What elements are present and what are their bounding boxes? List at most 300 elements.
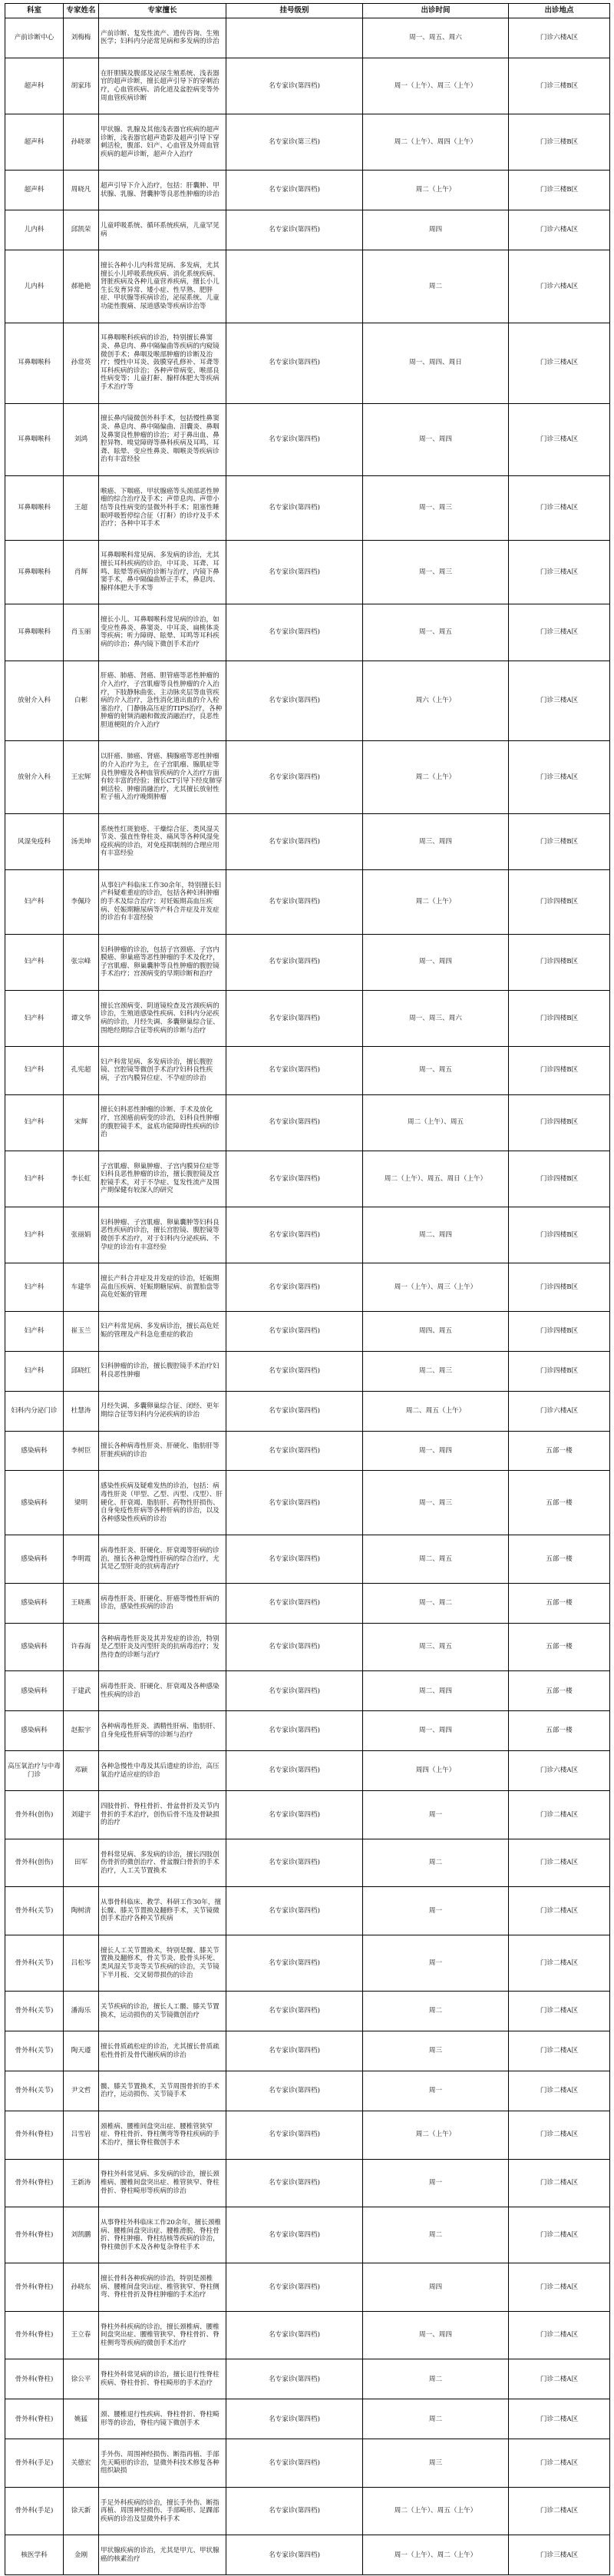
department-cell: 妇产科: [5, 1047, 64, 1095]
clinic-location-cell: 门诊二楼A区: [509, 2263, 610, 2312]
department-cell: 骨外科(脊柱): [5, 2311, 64, 2359]
registration-level-cell: 名专家诊(第四档): [226, 210, 363, 250]
department-cell: 骨外科(脊柱): [5, 2111, 64, 2159]
department-cell: 产前诊断中心: [5, 18, 64, 58]
expert-name-cell: 李长虹: [64, 1151, 99, 1207]
table-row: [5, 540, 610, 604]
clinic-time-cell: 周二、周三: [363, 1351, 509, 1391]
specialty-cell: 擅长人工关节置换术，特别是髋、膝关节置换及翻修术，骨关节炎、股骨头坏死、类风湿关节炎等关节疾病的诊治，关节镜下半月板、交叉韧带损伤的诊治: [99, 1935, 226, 1991]
clinic-location-cell: 门诊四楼B区: [509, 1094, 610, 1151]
expert-name-cell: 陶树清: [64, 1887, 99, 1935]
department-cell: 妇产科: [5, 1351, 64, 1391]
clinic-time-cell: 周一、周五: [363, 604, 509, 661]
expert-schedule-table: [5, 3, 610, 2575]
table-row: [5, 1094, 610, 1151]
clinic-location-cell: 五部一楼: [509, 1583, 610, 1623]
clinic-location-cell: 门诊四楼B区: [509, 1351, 610, 1391]
department-cell: 感染病科: [5, 1431, 64, 1471]
table-row: [5, 1623, 610, 1671]
clinic-time-cell: 周二（上午）、周五（上午）: [363, 2487, 509, 2535]
registration-level-cell: 名专家诊(第四档): [226, 1535, 363, 1584]
registration-level-cell: 名专家诊(第四档): [226, 2207, 363, 2263]
specialty-cell: 耳鼻咽喉科常见病、多发病的诊治，尤其擅长耳科疾病的诊治，中耳炎、耳聋、耳鸣、眩晕等疾病的诊断与治疗，内镜下鼻窦手术，鼻中隔偏曲矫正手术，鼻息肉、腺样体肥大手术等: [99, 540, 226, 604]
expert-name-cell: 张宗峰: [64, 934, 99, 990]
clinic-time-cell: 周一、周四、周日: [363, 323, 509, 403]
clinic-location-cell: 门诊四楼B区: [509, 1151, 610, 1207]
expert-name-cell: 谭文华: [64, 990, 99, 1046]
department-cell: 妇产科: [5, 1311, 64, 1351]
expert-name-cell: 吕松岑: [64, 1935, 99, 1991]
clinic-time-cell: 周二、周四: [363, 1671, 509, 1711]
expert-name-cell: 王新涛: [64, 2159, 99, 2207]
specialty-cell: 脊柱外科疾病的诊治，擅长颈椎病、腰椎间盘突出症、腰椎管狭窄、脊柱骨折、脊柱侧弯等疾病的微创手术治疗: [99, 2311, 226, 2359]
registration-level-cell: 名专家诊(第四档): [226, 1791, 363, 1839]
expert-name-cell: 王晓燕: [64, 1583, 99, 1623]
clinic-location-cell: 门诊二楼A区: [509, 2399, 610, 2439]
clinic-time-cell: 周一: [363, 1935, 509, 1991]
registration-level-cell: 名专家诊(第四档): [226, 869, 363, 934]
department-cell: 骨外科(创伤): [5, 1839, 64, 1887]
registration-level-cell: 名专家诊(第四档): [226, 990, 363, 1046]
table-row: [5, 1711, 610, 1751]
specialty-cell: 病毒性肝炎、肝硬化、肝癌等慢性肝病的诊治，感染性疾病的诊治: [99, 1583, 226, 1623]
clinic-time-cell: 周一: [363, 2159, 509, 2207]
registration-level-cell: [226, 18, 363, 58]
department-cell: 骨外科(关节): [5, 2031, 64, 2071]
clinic-location-cell: 门诊二楼A区: [509, 2111, 610, 2159]
clinic-time-cell: 周二、周五（上午）: [363, 1391, 509, 1431]
expert-name-cell: 金刚: [64, 2535, 99, 2575]
registration-level-cell: 名专家诊(第四档): [226, 58, 363, 114]
registration-level-cell: [226, 250, 363, 323]
expert-name-cell: 尹文哲: [64, 2071, 99, 2111]
table-body: [5, 18, 610, 2575]
registration-level-cell: 名专家诊(第四档): [226, 2031, 363, 2071]
clinic-location-cell: 五部一楼: [509, 1535, 610, 1584]
department-cell: 妇产科: [5, 1263, 64, 1312]
clinic-location-cell: 门诊二楼A区: [509, 2439, 610, 2488]
table-row: [5, 661, 610, 741]
table-row: [5, 171, 610, 210]
expert-name-cell: 李明霞: [64, 1535, 99, 1584]
table-row: [5, 2311, 610, 2359]
clinic-time-cell: 周二: [363, 2207, 509, 2263]
clinic-time-cell: 周一、周五: [363, 1047, 509, 1095]
table-row: [5, 1351, 610, 1391]
registration-level-cell: 名专家诊(第四档): [226, 1839, 363, 1887]
clinic-location-cell: 门诊三楼A区: [509, 323, 610, 403]
department-cell: 高压氧治疗与中毒门诊: [5, 1751, 64, 1791]
clinic-location-cell: 门诊六楼A区: [509, 250, 610, 323]
expert-name-cell: 肖玉丽: [64, 604, 99, 661]
clinic-time-cell: 周一（上午）、周二（上午）: [363, 2535, 509, 2575]
table-row: [5, 114, 610, 171]
expert-name-cell: 徐天新: [64, 2487, 99, 2535]
table-row: [5, 2071, 610, 2111]
specialty-cell: 妇科肿瘤的诊治，包括子宫颈癌、子宫内膜癌、卵巢癌等恶性肿瘤的手术及化疗，子宫肌瘤、卵巢囊肿等良性肿瘤的腹腔镜手术治疗；宫颈病变的早期诊断和治疗: [99, 934, 226, 990]
clinic-time-cell: 周一: [363, 1887, 509, 1935]
table-row: [5, 1151, 610, 1207]
specialty-cell: 超声引导下介入治疗，包括：肝囊肿、甲状腺、乳腺、肾囊肿等良恶性肿瘤的诊治: [99, 171, 226, 210]
table-row: [5, 2487, 610, 2535]
specialty-cell: 儿童呼吸系统、循环系统疾病，儿童罕见病: [99, 210, 226, 250]
expert-name-cell: 肖辉: [64, 540, 99, 604]
table-row: [5, 210, 610, 250]
specialty-cell: 各种病毒性肝炎、酒精性肝病、脂肪肝、自身免疫性肝病等的诊断与治疗: [99, 1711, 226, 1751]
expert-name-cell: 许春海: [64, 1623, 99, 1671]
table-row: [5, 1935, 610, 1991]
specialty-cell: 颈、腰椎退行性疾病、脊柱骨折、脊柱畸形等的诊治，脊柱内镜下微创手术: [99, 2399, 226, 2439]
clinic-location-cell: 门诊四楼B区: [509, 1047, 610, 1095]
clinic-time-cell: 周二: [363, 2359, 509, 2399]
clinic-time-cell: 周二: [363, 2399, 509, 2439]
expert-name-cell: 张丽娟: [64, 1207, 99, 1263]
registration-level-cell: 名专家诊(第四档): [226, 1263, 363, 1312]
clinic-time-cell: 周二: [363, 1992, 509, 2031]
header-clinic-time: 出诊时间: [363, 4, 509, 18]
department-cell: 耳鼻咽喉科: [5, 604, 64, 661]
department-cell: 骨外科(关节): [5, 1992, 64, 2031]
specialty-cell: 喉癌、下咽癌、甲状腺癌等头颈部恶性肿瘤的综合治疗及手术；声带息肉、声带小结等良性病变的显微外科手术；阻塞性睡眠呼吸暂停综合征（打鼾）的诊疗及手术治疗；各种中耳手术: [99, 475, 226, 540]
specialty-cell: 髋、膝关节置换术，关节周围骨折的手术治疗，运动损伤、关节镜手术: [99, 2071, 226, 2111]
expert-name-cell: 于建武: [64, 1671, 99, 1711]
table-row: [5, 2263, 610, 2312]
clinic-time-cell: 周四、周五: [363, 1311, 509, 1351]
department-cell: 骨外科(创伤): [5, 1791, 64, 1839]
clinic-time-cell: 周二: [363, 1839, 509, 1887]
table-row: [5, 1839, 610, 1887]
clinic-location-cell: 门诊三楼A区: [509, 403, 610, 475]
department-cell: 妇产科: [5, 1151, 64, 1207]
table-row: [5, 869, 610, 934]
specialty-cell: 病毒性肝炎、肝硬化、肝衰竭及各种感染性疾病的诊治: [99, 1671, 226, 1711]
header-specialty: 专家擅长: [99, 4, 226, 18]
department-cell: 妇科内分泌门诊: [5, 1391, 64, 1431]
expert-name-cell: 汤美坤: [64, 813, 99, 869]
department-cell: 超声科: [5, 171, 64, 210]
table-row: [5, 2159, 610, 2207]
specialty-cell: 擅长各种小儿内科常见病、多发病，尤其擅长小儿呼吸系统疾病、消化系统疾病、肾脏疾病及各种儿童营养疾病，擅长小儿生长发育异常、矮小症、性早熟、肥胖症、甲状腺等疾病诊治，泌尿系统、儿童功能性腹痛、尿道感染等疾病诊治等: [99, 250, 226, 323]
table-row: [5, 2207, 610, 2263]
registration-level-cell: 名专家诊(第四档): [226, 1094, 363, 1151]
clinic-time-cell: 周一、周二: [363, 1583, 509, 1623]
department-cell: 超声科: [5, 114, 64, 171]
clinic-location-cell: 五部一楼: [509, 1431, 610, 1471]
header-clinic-location: 出诊地点: [509, 4, 610, 18]
clinic-location-cell: 门诊三楼B区: [509, 171, 610, 210]
specialty-cell: 各种急慢性中毒及其后遗症的诊治，高压氧治疗适应症的诊治: [99, 1751, 226, 1791]
clinic-location-cell: 门诊二楼A区: [509, 2487, 610, 2535]
clinic-location-cell: 门诊二楼A区: [509, 1992, 610, 2031]
clinic-time-cell: 周二（上午）: [363, 171, 509, 210]
clinic-time-cell: 周四: [363, 210, 509, 250]
specialty-cell: 擅长鼻内镜微创外科手术，包括慢性鼻窦炎、鼻息肉、鼻中隔偏曲、泪囊炎、鼻咽及鼻窦良性肿瘤的诊治；对于鼻出血、鼻腔异物、嗅觉障碍等鼻科疾病及耳鸣、耳聋、眩晕、变应性鼻炎、咽喉炎等疾病诊治有丰富经验: [99, 403, 226, 475]
clinic-location-cell: 门诊四楼B区: [509, 990, 610, 1046]
registration-level-cell: 名专家诊(第四档): [226, 540, 363, 604]
department-cell: 感染病科: [5, 1583, 64, 1623]
registration-level-cell: 名专家诊(第四档): [226, 1391, 363, 1431]
clinic-location-cell: 门诊四楼B区: [509, 1263, 610, 1312]
expert-name-cell: 刘建宇: [64, 1791, 99, 1839]
table-row: [5, 1047, 610, 1095]
registration-level-cell: 名专家诊(第四档): [226, 1711, 363, 1751]
clinic-location-cell: 门诊四楼B区: [509, 1311, 610, 1351]
table-row: [5, 1671, 610, 1711]
clinic-time-cell: 周一、周三: [363, 1471, 509, 1535]
clinic-location-cell: 门诊三楼A区: [509, 661, 610, 741]
department-cell: 耳鼻咽喉科: [5, 403, 64, 475]
clinic-location-cell: 五部一楼: [509, 1711, 610, 1751]
specialty-cell: 妇产科常见病、多发病诊治，擅长腹腔镜、宫腔镜等微创手术治疗妇科良性疾病，子宫内膜异位症、不孕症的诊治: [99, 1047, 226, 1095]
registration-level-cell: 名专家诊(第四档): [226, 813, 363, 869]
clinic-time-cell: 周三、周五: [363, 1623, 509, 1671]
department-cell: 感染病科: [5, 1535, 64, 1584]
header-department: 科室: [5, 4, 64, 18]
clinic-time-cell: 周三: [363, 2439, 509, 2488]
registration-level-cell: 名专家诊(第四档): [226, 1751, 363, 1791]
expert-name-cell: 李树臣: [64, 1431, 99, 1471]
expert-name-cell: 郝艳艳: [64, 250, 99, 323]
clinic-location-cell: 五部一楼: [509, 1471, 610, 1535]
clinic-location-cell: 门诊六楼A区: [509, 1751, 610, 1791]
clinic-location-cell: 门诊三楼A区: [509, 741, 610, 813]
registration-level-cell: 名专家诊(第四档): [226, 1431, 363, 1471]
department-cell: 骨外科(手足): [5, 2487, 64, 2535]
department-cell: 风湿免疫科: [5, 813, 64, 869]
clinic-time-cell: 周六（上午）: [363, 661, 509, 741]
registration-level-cell: 名专家诊(第四档): [226, 2071, 363, 2111]
specialty-cell: 感染性疾病及疑难发热的诊治，包括：病毒性肝炎（甲型、乙型、丙型、戊型）、肝硬化、肝衰竭、脂肪肝、药物性肝损伤、自身免疫性肝病等各种肝病的诊治，以及各种感染性疾病的诊治: [99, 1471, 226, 1535]
table-row: [5, 813, 610, 869]
specialty-cell: 擅长小儿、耳鼻咽喉科常见病的诊治，如变应性鼻炎、鼻窦炎、中耳炎、扁桃体炎等疾病；听力障碍、眩晕、耳鸣等耳科疾病的诊治；鼻内镜下微创手术治疗: [99, 604, 226, 661]
specialty-cell: 手足外科疾病的诊治，擅长手外伤、断指再植、周围神经损伤、手部畸形、足踝部疾病的诊治及显微外科手术: [99, 2487, 226, 2535]
specialty-cell: 擅长宫颈病变、阴道镜检查及宫颈疾病的诊治，生殖道感染性疾病、妇科内分泌疾病的诊治，月经失调、多囊卵巢综合征、围绝经期综合征等疾病的诊断与治疗: [99, 990, 226, 1046]
expert-name-cell: 徐公平: [64, 2359, 99, 2399]
registration-level-cell: 名专家诊(第四档): [226, 1887, 363, 1935]
table-row: [5, 2031, 610, 2071]
clinic-time-cell: 周一（上午）、周三（上午）: [363, 1263, 509, 1312]
department-cell: 骨外科(关节): [5, 1935, 64, 1991]
registration-level-cell: 名专家诊(第四档): [226, 475, 363, 540]
clinic-time-cell: 周三: [363, 2031, 509, 2071]
registration-level-cell: 名专家诊(第四档): [226, 1047, 363, 1095]
specialty-cell: 关节疾病的诊治，擅长人工髋、膝关节置换术，运动损伤的关节镜微创治疗: [99, 1992, 226, 2031]
table-row: [5, 1471, 610, 1535]
department-cell: 骨外科(脊柱): [5, 2207, 64, 2263]
table-row: [5, 741, 610, 813]
table-row: [5, 1263, 610, 1312]
table-row: [5, 58, 610, 114]
clinic-location-cell: 门诊六楼A区: [509, 1391, 610, 1431]
department-cell: 骨外科(关节): [5, 2071, 64, 2111]
expert-name-cell: 刘梅梅: [64, 18, 99, 58]
specialty-cell: 甲状腺疾病的诊治，尤其是甲亢、甲状腺癌的核素治疗: [99, 2535, 226, 2575]
expert-name-cell: 孔宪超: [64, 1047, 99, 1095]
expert-name-cell: 王宏辉: [64, 741, 99, 813]
specialty-cell: 四肢骨折、脊柱骨折、骨盆骨折及关节内骨折的手术治疗，创伤后骨不连及骨缺损的治疗: [99, 1791, 226, 1839]
expert-name-cell: 王超: [64, 475, 99, 540]
table-row: [5, 1887, 610, 1935]
clinic-location-cell: 门诊二楼A区: [509, 1887, 610, 1935]
specialty-cell: 系统性红斑狼疮、干燥综合征、类风湿关节炎、强直性脊柱炎、痛风等各种风湿免疫疾病的诊治，对免疫抑制剂的合理应用有丰富经验: [99, 813, 226, 869]
registration-level-cell: 名专家诊(第四档): [226, 2439, 363, 2488]
specialty-cell: 从事脊柱外科临床工作20余年，擅长颈椎病、腰椎间盘突出症、腰椎滑脱、脊柱骨折、脊柱肿瘤、脊柱结核等疾病的诊治，脊柱微创手术及各种复杂脊柱手术: [99, 2207, 226, 2263]
header-registration-level: 挂号级别: [226, 4, 363, 18]
department-cell: 骨外科(脊柱): [5, 2359, 64, 2399]
registration-level-cell: 名专家诊(第四档): [226, 2159, 363, 2207]
specialty-cell: 子宫肌瘤、卵巢肿瘤、子宫内膜异位症等妇科良恶性肿瘤的诊治，擅长腹腔镜及宫腔镜手术，对于不孕症、复发性流产及围产期保健有较深入的研究: [99, 1151, 226, 1207]
expert-name-cell: 崔玉兰: [64, 1311, 99, 1351]
expert-name-cell: 孙常英: [64, 323, 99, 403]
clinic-time-cell: 周一、周五、周六: [363, 18, 509, 58]
expert-name-cell: 王立春: [64, 2311, 99, 2359]
table-row: [5, 2111, 610, 2159]
clinic-time-cell: 周二、周四: [363, 1207, 509, 1263]
registration-level-cell: 名专家诊(第四档): [226, 1583, 363, 1623]
clinic-time-cell: 周一、周四: [363, 934, 509, 990]
clinic-location-cell: 门诊四楼B区: [509, 934, 610, 990]
registration-level-cell: 名专家诊(第三档): [226, 114, 363, 171]
clinic-location-cell: 门诊四楼B区: [509, 869, 610, 934]
department-cell: 骨外科(脊柱): [5, 2159, 64, 2207]
clinic-time-cell: 周一、周四: [363, 1431, 509, 1471]
expert-name-cell: 李佩玲: [64, 869, 99, 934]
department-cell: 儿内科: [5, 210, 64, 250]
expert-name-cell: 吕雪岩: [64, 2111, 99, 2159]
clinic-time-cell: 周四: [363, 2263, 509, 2312]
expert-name-cell: 胡家玮: [64, 58, 99, 114]
department-cell: 核医学科: [5, 2535, 64, 2575]
department-cell: 妇产科: [5, 1094, 64, 1151]
specialty-cell: 骨科常见病、多发病的诊治，擅长四肢创伤骨折的微创治疗、骨盆髋臼骨折的手术治疗，人工关节置换术: [99, 1839, 226, 1887]
registration-level-cell: 名专家诊(第四档): [226, 934, 363, 990]
registration-level-cell: 名专家诊(第四档): [226, 741, 363, 813]
registration-level-cell: 名专家诊(第四档): [226, 1671, 363, 1711]
specialty-cell: 擅长产科合并症及并发症的诊治，妊娠期高血压疾病、妊娠期糖尿病、前置胎盘等高危妊娠的管理: [99, 1263, 226, 1312]
clinic-location-cell: 门诊四楼B区: [509, 1207, 610, 1263]
table-row: [5, 1751, 610, 1791]
expert-name-cell: 孙晓翠: [64, 114, 99, 171]
table-row: [5, 990, 610, 1046]
table-row: [5, 250, 610, 323]
specialty-cell: 月经失调、多囊卵巢综合征、闭经、更年期综合征等妇科内分泌疾病的诊治: [99, 1391, 226, 1431]
specialty-cell: 病毒性肝炎、肝硬化、肝衰竭等肝病的诊治，擅长各种急慢性肝病的综合治疗，尤其是乙型肝炎的抗病毒治疗: [99, 1535, 226, 1584]
registration-level-cell: 名专家诊(第四档): [226, 1351, 363, 1391]
table-row: [5, 1583, 610, 1623]
department-cell: 感染病科: [5, 1671, 64, 1711]
clinic-time-cell: 周四（上午）: [363, 1751, 509, 1791]
table-header-row: [5, 4, 610, 18]
department-cell: 妇产科: [5, 990, 64, 1046]
specialty-cell: 手外伤、周围神经损伤、断指再植、手部先天畸形的诊治，显微外科技术修复各种组织缺损: [99, 2439, 226, 2488]
specialty-cell: 在肝胆胰及腹部及泌尿生殖系统、浅表器官的超声诊断，擅长超声引导下的穿刺治疗，心血管疾病、消化道及盆腔病变等外周血管疾病诊断: [99, 58, 226, 114]
expert-name-cell: 关德宏: [64, 2439, 99, 2488]
department-cell: 耳鼻咽喉科: [5, 540, 64, 604]
specialty-cell: 擅长骨质疏松症的诊治，尤其擅长骨质疏松性骨折及骨代谢疾病的诊治: [99, 2031, 226, 2071]
table-row: [5, 2399, 610, 2439]
registration-level-cell: 名专家诊(第四档): [226, 1935, 363, 1991]
table-row: [5, 2535, 610, 2575]
specialty-cell: 妇科肿瘤、子宫肌瘤、卵巢囊肿等妇科良恶性疾病的诊治，擅长宫腔镜、腹腔镜等微创手术治疗，对于妇科内分泌疾病、不孕症的诊治有丰富经验: [99, 1207, 226, 1263]
registration-level-cell: 名专家诊(第四档): [226, 1992, 363, 2031]
expert-name-cell: 梁明: [64, 1471, 99, 1535]
specialty-cell: 耳鼻咽喉科疾病的诊治，特别擅长鼻窦炎、鼻息肉、鼻中隔偏曲等疾病的内窥镜微创手术；鼻咽及喉部肿瘤的诊断及治疗；慢性中耳炎、鼓膜穿孔修补、耳聋等耳科疾病的诊治；各种声带病变、喉部良性病变等；儿童打鼾、腺样体肥大等疾病手术治疗等: [99, 323, 226, 403]
registration-level-cell: 名专家诊(第四档): [226, 2311, 363, 2359]
specialty-cell: 妇科肿瘤的诊治，擅长腹腔镜手术治疗妇科良恶性肿瘤: [99, 1351, 226, 1391]
specialty-cell: 各种病毒性肝炎及其并发症的诊治，特别是乙型肝炎及丙型肝炎的抗病毒治疗；发热待查的诊断与治疗: [99, 1623, 226, 1671]
specialty-cell: 妇产科常见病、多发病诊治，擅长高危妊娠的管理及产科急危重症的救治: [99, 1311, 226, 1351]
specialty-cell: 以肝癌、肺癌、肾癌、胰腺癌等恶性肿瘤的介入治疗为主，在子宫肌瘤、腺肌症等良性肿瘤及各种血管疾病的介入治疗方面有较丰富的经验；擅长CT引导下经皮肺穿刺活检、肿瘤消融治疗，尤其擅长放射性粒子植入治疗晚期肿瘤: [99, 741, 226, 813]
department-cell: 耳鼻咽喉科: [5, 323, 64, 403]
department-cell: 妇产科: [5, 934, 64, 990]
registration-level-cell: 名专家诊(第四档): [226, 2399, 363, 2439]
registration-level-cell: 名专家诊(第四档): [226, 323, 363, 403]
table-row: [5, 475, 610, 540]
registration-level-cell: 名专家诊(第四档): [226, 2487, 363, 2535]
specialty-cell: 脊柱外科常见病的诊治，擅长退行性脊柱疾病、脊柱骨折、脊柱畸形的手术治疗: [99, 2359, 226, 2399]
table-row: [5, 2359, 610, 2399]
clinic-location-cell: 门诊二楼A区: [509, 2071, 610, 2111]
department-cell: 放射介入科: [5, 661, 64, 741]
registration-level-cell: 名专家诊(第四档): [226, 1623, 363, 1671]
clinic-time-cell: 周二（上午）: [363, 741, 509, 813]
clinic-location-cell: 五部一楼: [509, 1671, 610, 1711]
clinic-location-cell: 门诊三楼A区: [509, 540, 610, 604]
expert-name-cell: 车建华: [64, 1263, 99, 1312]
expert-name-cell: 邱凯荣: [64, 210, 99, 250]
registration-level-cell: 名专家诊(第四档): [226, 661, 363, 741]
table-row: [5, 1535, 610, 1584]
specialty-cell: 颈椎病、腰椎间盘突出症、腰椎管狭窄症、脊柱骨折、脊柱侧弯等脊柱疾病的手术治疗，擅长脊柱微创手术: [99, 2111, 226, 2159]
registration-level-cell: 名专家诊(第四档): [226, 1471, 363, 1535]
clinic-location-cell: 门诊六楼A区: [509, 210, 610, 250]
specialty-cell: 脊柱外科常见病、多发病的诊治，擅长颈椎病、腰椎间盘突出症、椎管狭窄、脊柱骨折、脊柱畸形等疾病的诊治: [99, 2159, 226, 2207]
department-cell: 感染病科: [5, 1711, 64, 1751]
expert-name-cell: 孙晓东: [64, 2263, 99, 2312]
header-expert-name: 专家姓名: [64, 4, 99, 18]
department-cell: 妇产科: [5, 869, 64, 934]
table-row: [5, 2439, 610, 2488]
expert-name-cell: 刘鸿: [64, 403, 99, 475]
department-cell: 儿内科: [5, 250, 64, 323]
department-cell: 骨外科(脊柱): [5, 2399, 64, 2439]
department-cell: 耳鼻咽喉科: [5, 475, 64, 540]
clinic-time-cell: 周一、周三: [363, 475, 509, 540]
table-row: [5, 1391, 610, 1431]
table-row: [5, 1207, 610, 1263]
specialty-cell: 肝癌、肺癌、肾癌、胆管癌等恶性肿瘤的介入治疗，子宫肌瘤等良性肿瘤的介入治疗，下肢静脉曲张、主动脉夹层等血管疾病的介入治疗，急性消化道出血的介入栓塞治疗，门静脉高压症的TIPS治疗，各种肿瘤的射频消融和微波消融治疗，良恶性胆道梗阻的介入治疗: [99, 661, 226, 741]
clinic-location-cell: 门诊二楼A区: [509, 1839, 610, 1887]
table-row: [5, 323, 610, 403]
clinic-time-cell: 周二（上午）、周四（上午）: [363, 114, 509, 171]
table-row: [5, 1791, 610, 1839]
clinic-location-cell: 门诊三楼B区: [509, 58, 610, 114]
specialty-cell: 擅长妇科恶性肿瘤的诊断、手术及放化疗，宫颈癌前病变的诊治，妇科良性肿瘤的腹腔镜手术，盆底功能障碍性疾病的诊治: [99, 1094, 226, 1151]
department-cell: 骨外科(关节): [5, 1887, 64, 1935]
department-cell: 妇产科: [5, 1207, 64, 1263]
clinic-time-cell: 周二、周五: [363, 1535, 509, 1584]
expert-name-cell: 赵振宇: [64, 1711, 99, 1751]
expert-name-cell: 刘凯鹏: [64, 2207, 99, 2263]
table-row: [5, 403, 610, 475]
registration-level-cell: 名专家诊(第四档): [226, 604, 363, 661]
department-cell: 骨外科(脊柱): [5, 2263, 64, 2312]
table-row: [5, 604, 610, 661]
clinic-time-cell: 周二（上午）: [363, 2111, 509, 2159]
expert-name-cell: 周晓凡: [64, 171, 99, 210]
clinic-time-cell: 周二（上午）、周五、周日（上午）: [363, 1151, 509, 1207]
expert-name-cell: 邓颖: [64, 1751, 99, 1791]
